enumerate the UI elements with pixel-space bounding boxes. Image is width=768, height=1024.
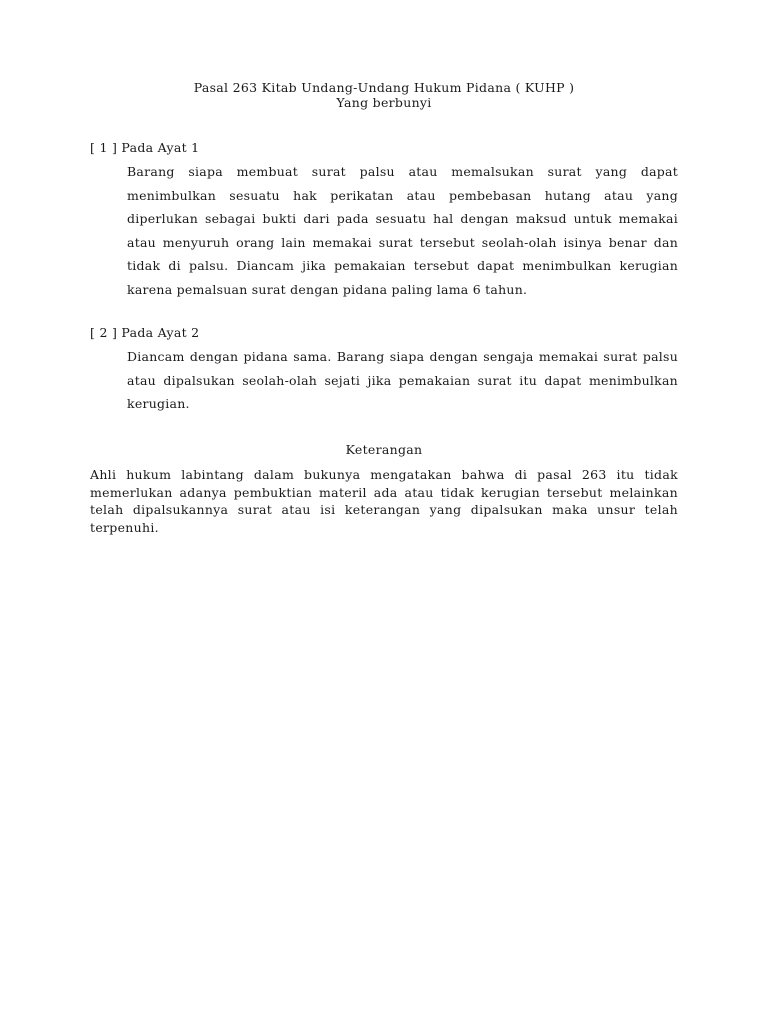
document-subtitle: Yang berbunyi <box>336 95 432 110</box>
ayat-2-label: [ 2 ] Pada Ayat 2 <box>90 325 200 340</box>
ayat-1-label: [ 1 ] Pada Ayat 1 <box>90 140 200 155</box>
document-title: Pasal 263 Kitab Undang-Undang Hukum Pidana ( KUHP ) <box>193 80 575 95</box>
keterangan-heading: Keterangan <box>345 442 423 457</box>
keterangan-text: Ahli hukum labintang dalam bukunya mengatakan bahwa di pasal 263 itu tidak memerlukan adanya pembuktian materil ada atau tidak kerugian tersebut melainkan telah dipalsukannya surat atau isi keterangan yang dipalsukan maka unsur telah terpenuhi. <box>90 467 678 535</box>
ayat-1-text: Barang siapa membuat surat palsu atau memalsukan surat yang dapat menimbulkan sesuatu hak perikatan atau pembebasan hutang atau yang diperlukan sebagai bukti dari pada sesuatu hal dengan maksud untuk memakai atau menyuruh orang lain memakai surat tersebut seolah-olah isinya benar dan tidak di palsu. Diancam jika pemakaian tersebut dapat menimbulkan kerugian karena pemalsuan surat dengan pidana paling lama 6 tahun. <box>127 164 678 297</box>
ayat-2-text: Diancam dengan pidana sama. Barang siapa dengan sengaja memakai surat palsu atau dipalsukan seolah-olah sejati jika pemakaian surat itu dapat menimbulkan kerugian. <box>127 349 678 411</box>
